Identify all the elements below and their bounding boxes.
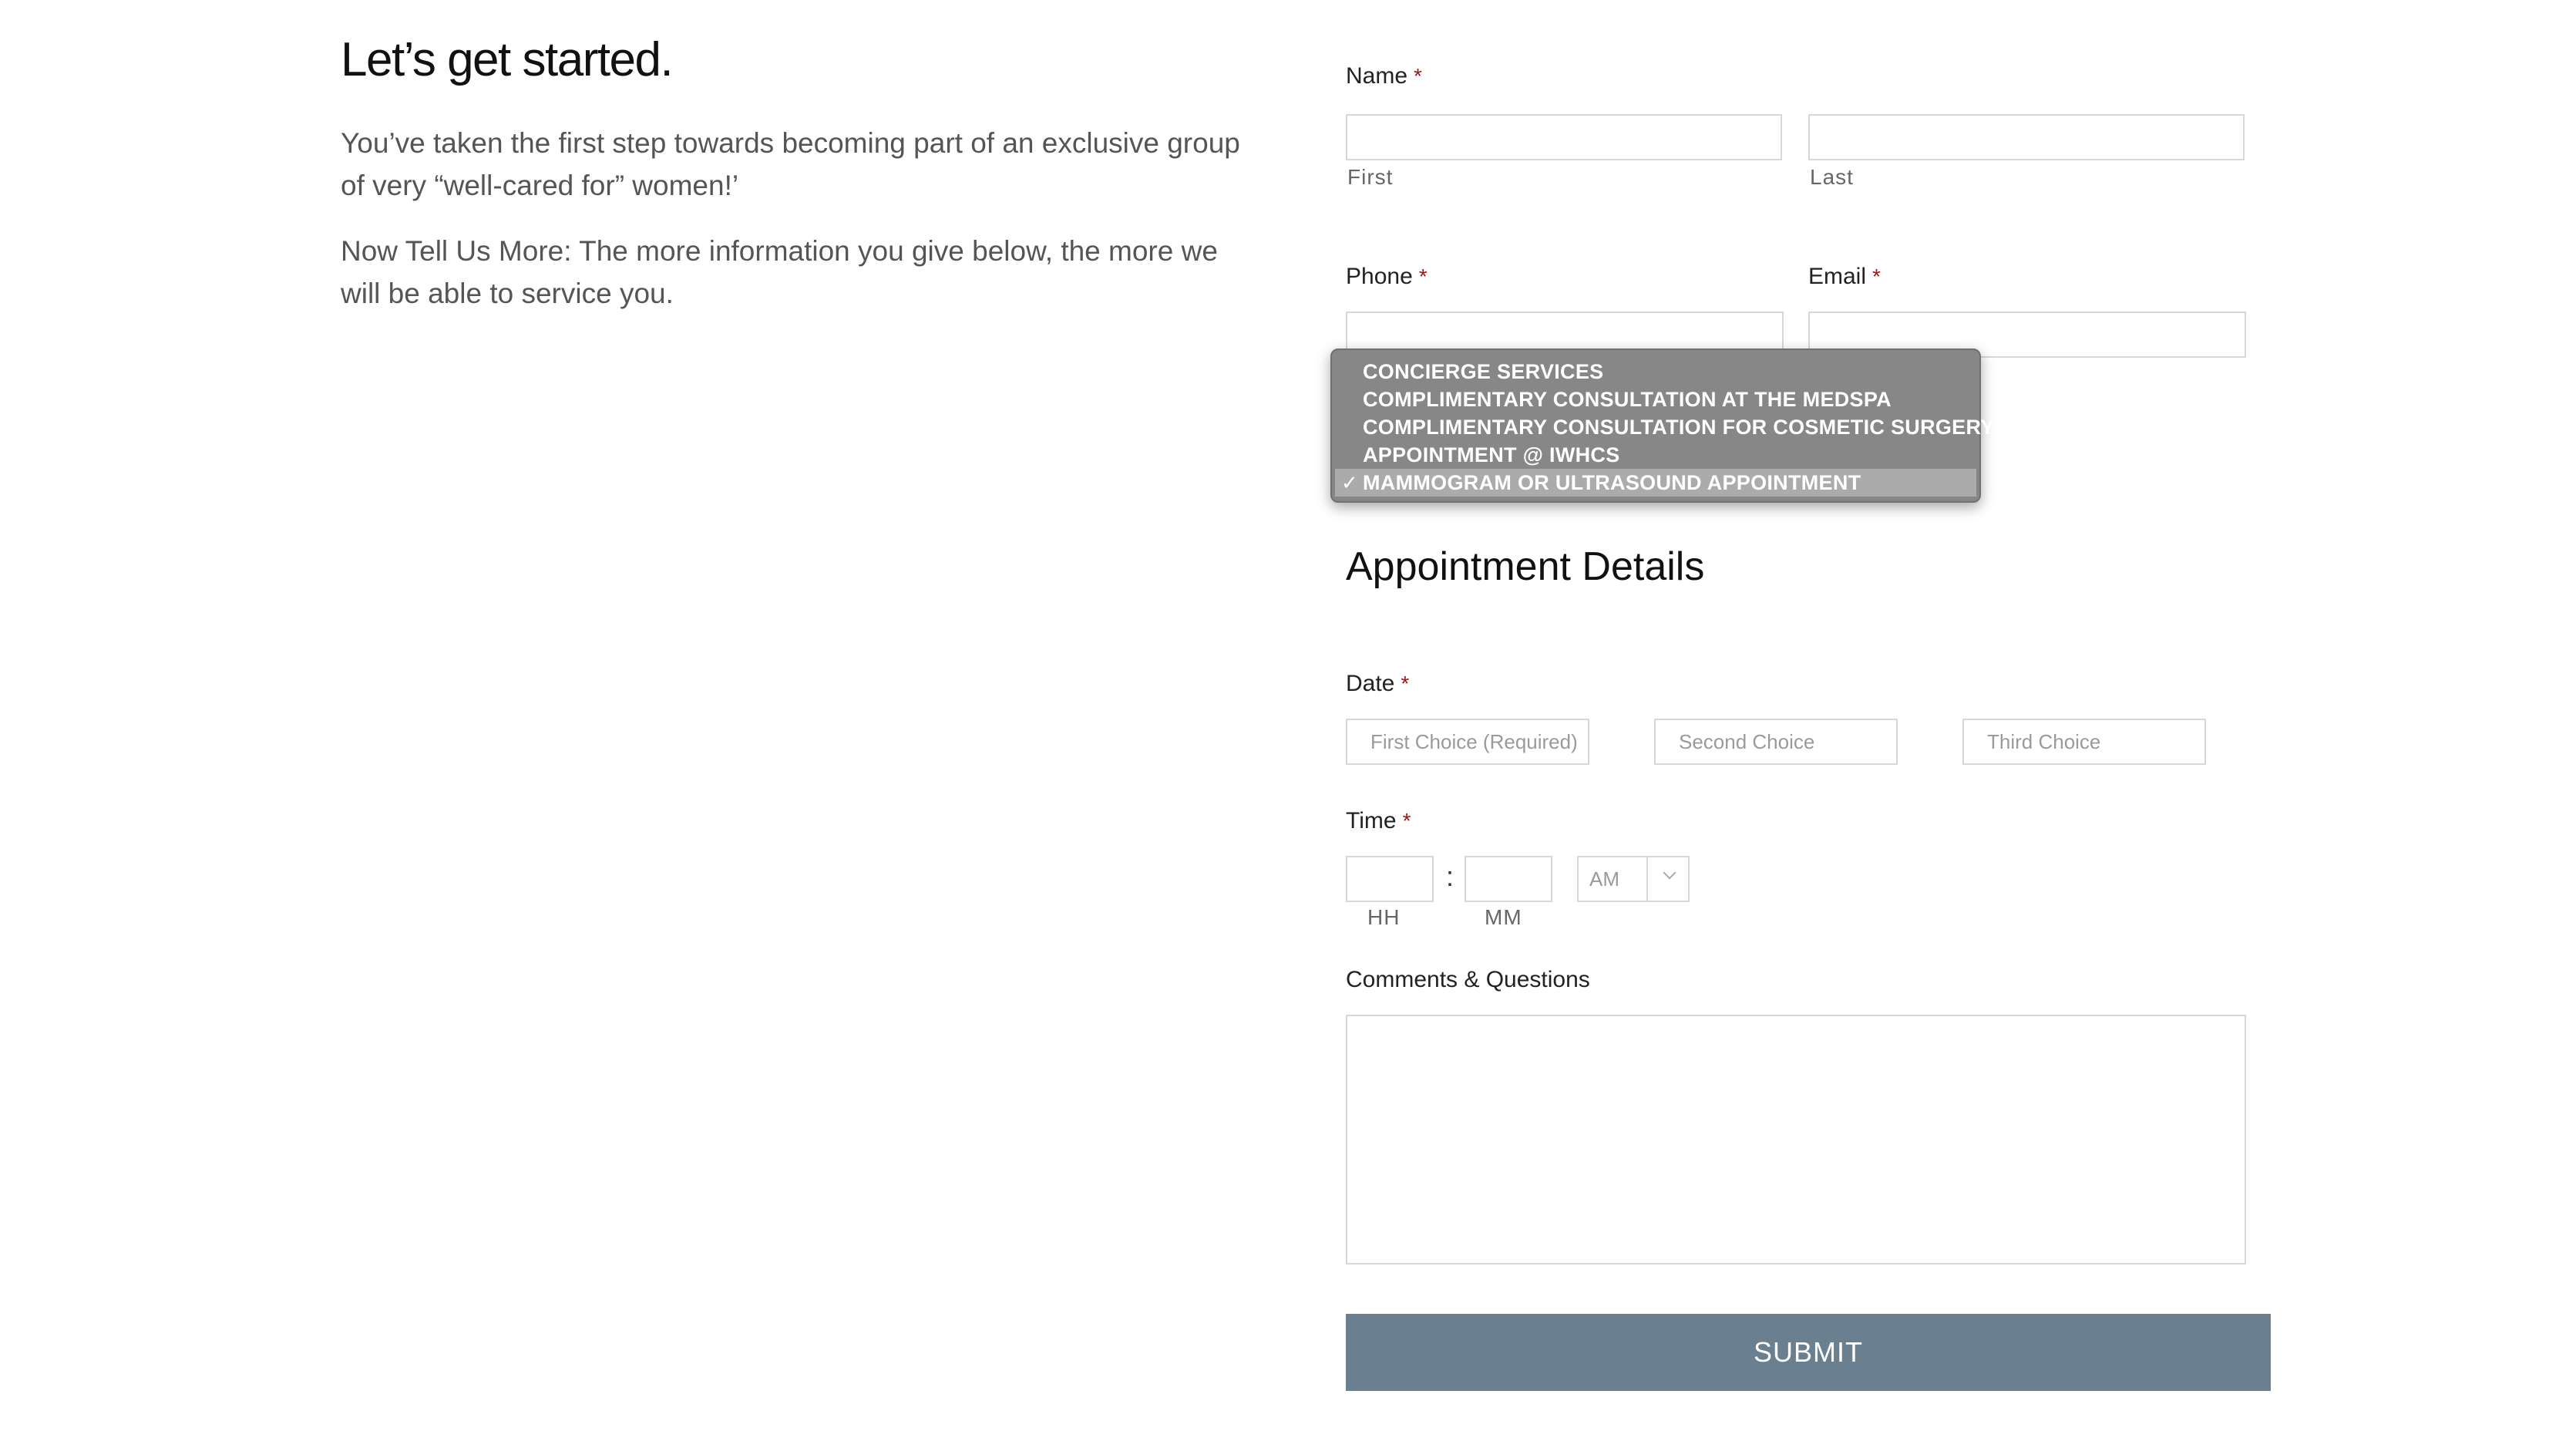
dropdown-option-label: MAMMOGRAM OR ULTRASOUND APPOINTMENT bbox=[1363, 471, 1861, 494]
required-mark: * bbox=[1414, 64, 1422, 88]
last-name-input[interactable] bbox=[1808, 114, 2245, 160]
dropdown-option-label: COMPLIMENTARY CONSULTATION AT THE MEDSPA bbox=[1363, 388, 1892, 411]
dropdown-option[interactable] bbox=[1332, 413, 1995, 441]
appointment-details-title: Appointment Details bbox=[1346, 544, 1705, 589]
email-label bbox=[1808, 262, 1881, 291]
date-second-choice-placeholder: Second Choice bbox=[1679, 730, 1815, 753]
comments-label: Comments & Questions bbox=[1346, 967, 1590, 992]
page-title: Let’s get started. bbox=[341, 33, 673, 86]
dropdown-option-selected[interactable] bbox=[1335, 469, 1976, 497]
dropdown-option-label: COMPLIMENTARY CONSULTATION FOR COSMETIC SURGERY bbox=[1363, 416, 1995, 439]
minute-sublabel: MM bbox=[1485, 905, 1522, 929]
hour-sublabel: HH bbox=[1367, 905, 1401, 929]
dropdown-option[interactable] bbox=[1332, 386, 1979, 413]
required-mark: * bbox=[1401, 672, 1410, 695]
intro-paragraph-more: Now Tell Us More: The more information you give below, the more we will be able to service you. bbox=[341, 235, 1218, 309]
email-label-text: Email bbox=[1808, 264, 1867, 289]
comments-textarea[interactable] bbox=[1346, 1015, 2246, 1264]
dropdown-option[interactable] bbox=[1332, 358, 1979, 386]
date-first-choice-placeholder: First Choice (Required) bbox=[1370, 730, 1578, 753]
phone-label-text: Phone bbox=[1346, 264, 1413, 289]
dropdown-option-label: CONCIERGE SERVICES bbox=[1363, 360, 1604, 383]
ampm-value: AM bbox=[1589, 867, 1619, 891]
time-label-text: Time bbox=[1346, 808, 1397, 833]
date-first-choice-input[interactable] bbox=[1346, 719, 1589, 765]
time-minute-input[interactable] bbox=[1465, 856, 1552, 902]
phone-label bbox=[1346, 262, 1428, 291]
ampm-divider bbox=[1646, 857, 1648, 901]
ampm-select[interactable] bbox=[1577, 856, 1690, 902]
time-separator: : bbox=[1446, 860, 1454, 892]
submit-button[interactable]: SUBMIT bbox=[1346, 1314, 2271, 1391]
checkmark-icon: ✓ bbox=[1341, 471, 1359, 494]
name-label bbox=[1346, 62, 1422, 91]
required-mark: * bbox=[1418, 264, 1428, 288]
date-label-text: Date bbox=[1346, 671, 1395, 696]
last-name-sublabel: Last bbox=[1810, 165, 1854, 189]
first-name-sublabel: First bbox=[1347, 165, 1394, 189]
first-name-input[interactable] bbox=[1346, 114, 1782, 160]
date-label bbox=[1346, 669, 1409, 699]
date-third-choice-placeholder: Third Choice bbox=[1987, 730, 2101, 753]
time-hour-input[interactable] bbox=[1346, 856, 1434, 902]
required-mark: * bbox=[1402, 809, 1411, 833]
required-mark: * bbox=[1872, 264, 1881, 288]
date-third-choice-input[interactable] bbox=[1962, 719, 2206, 765]
name-label-text: Name bbox=[1346, 63, 1408, 89]
time-label bbox=[1346, 807, 1411, 836]
dropdown-option[interactable] bbox=[1332, 441, 1979, 469]
service-dropdown-menu bbox=[1330, 349, 1995, 503]
date-second-choice-input[interactable] bbox=[1654, 719, 1898, 765]
dropdown-option-label: APPOINTMENT @ IWHCS bbox=[1363, 443, 1620, 466]
intro-paragraph: You’ve taken the first step towards becoming part of an exclusive group of very “well-cared for” women!’ bbox=[341, 127, 1240, 201]
